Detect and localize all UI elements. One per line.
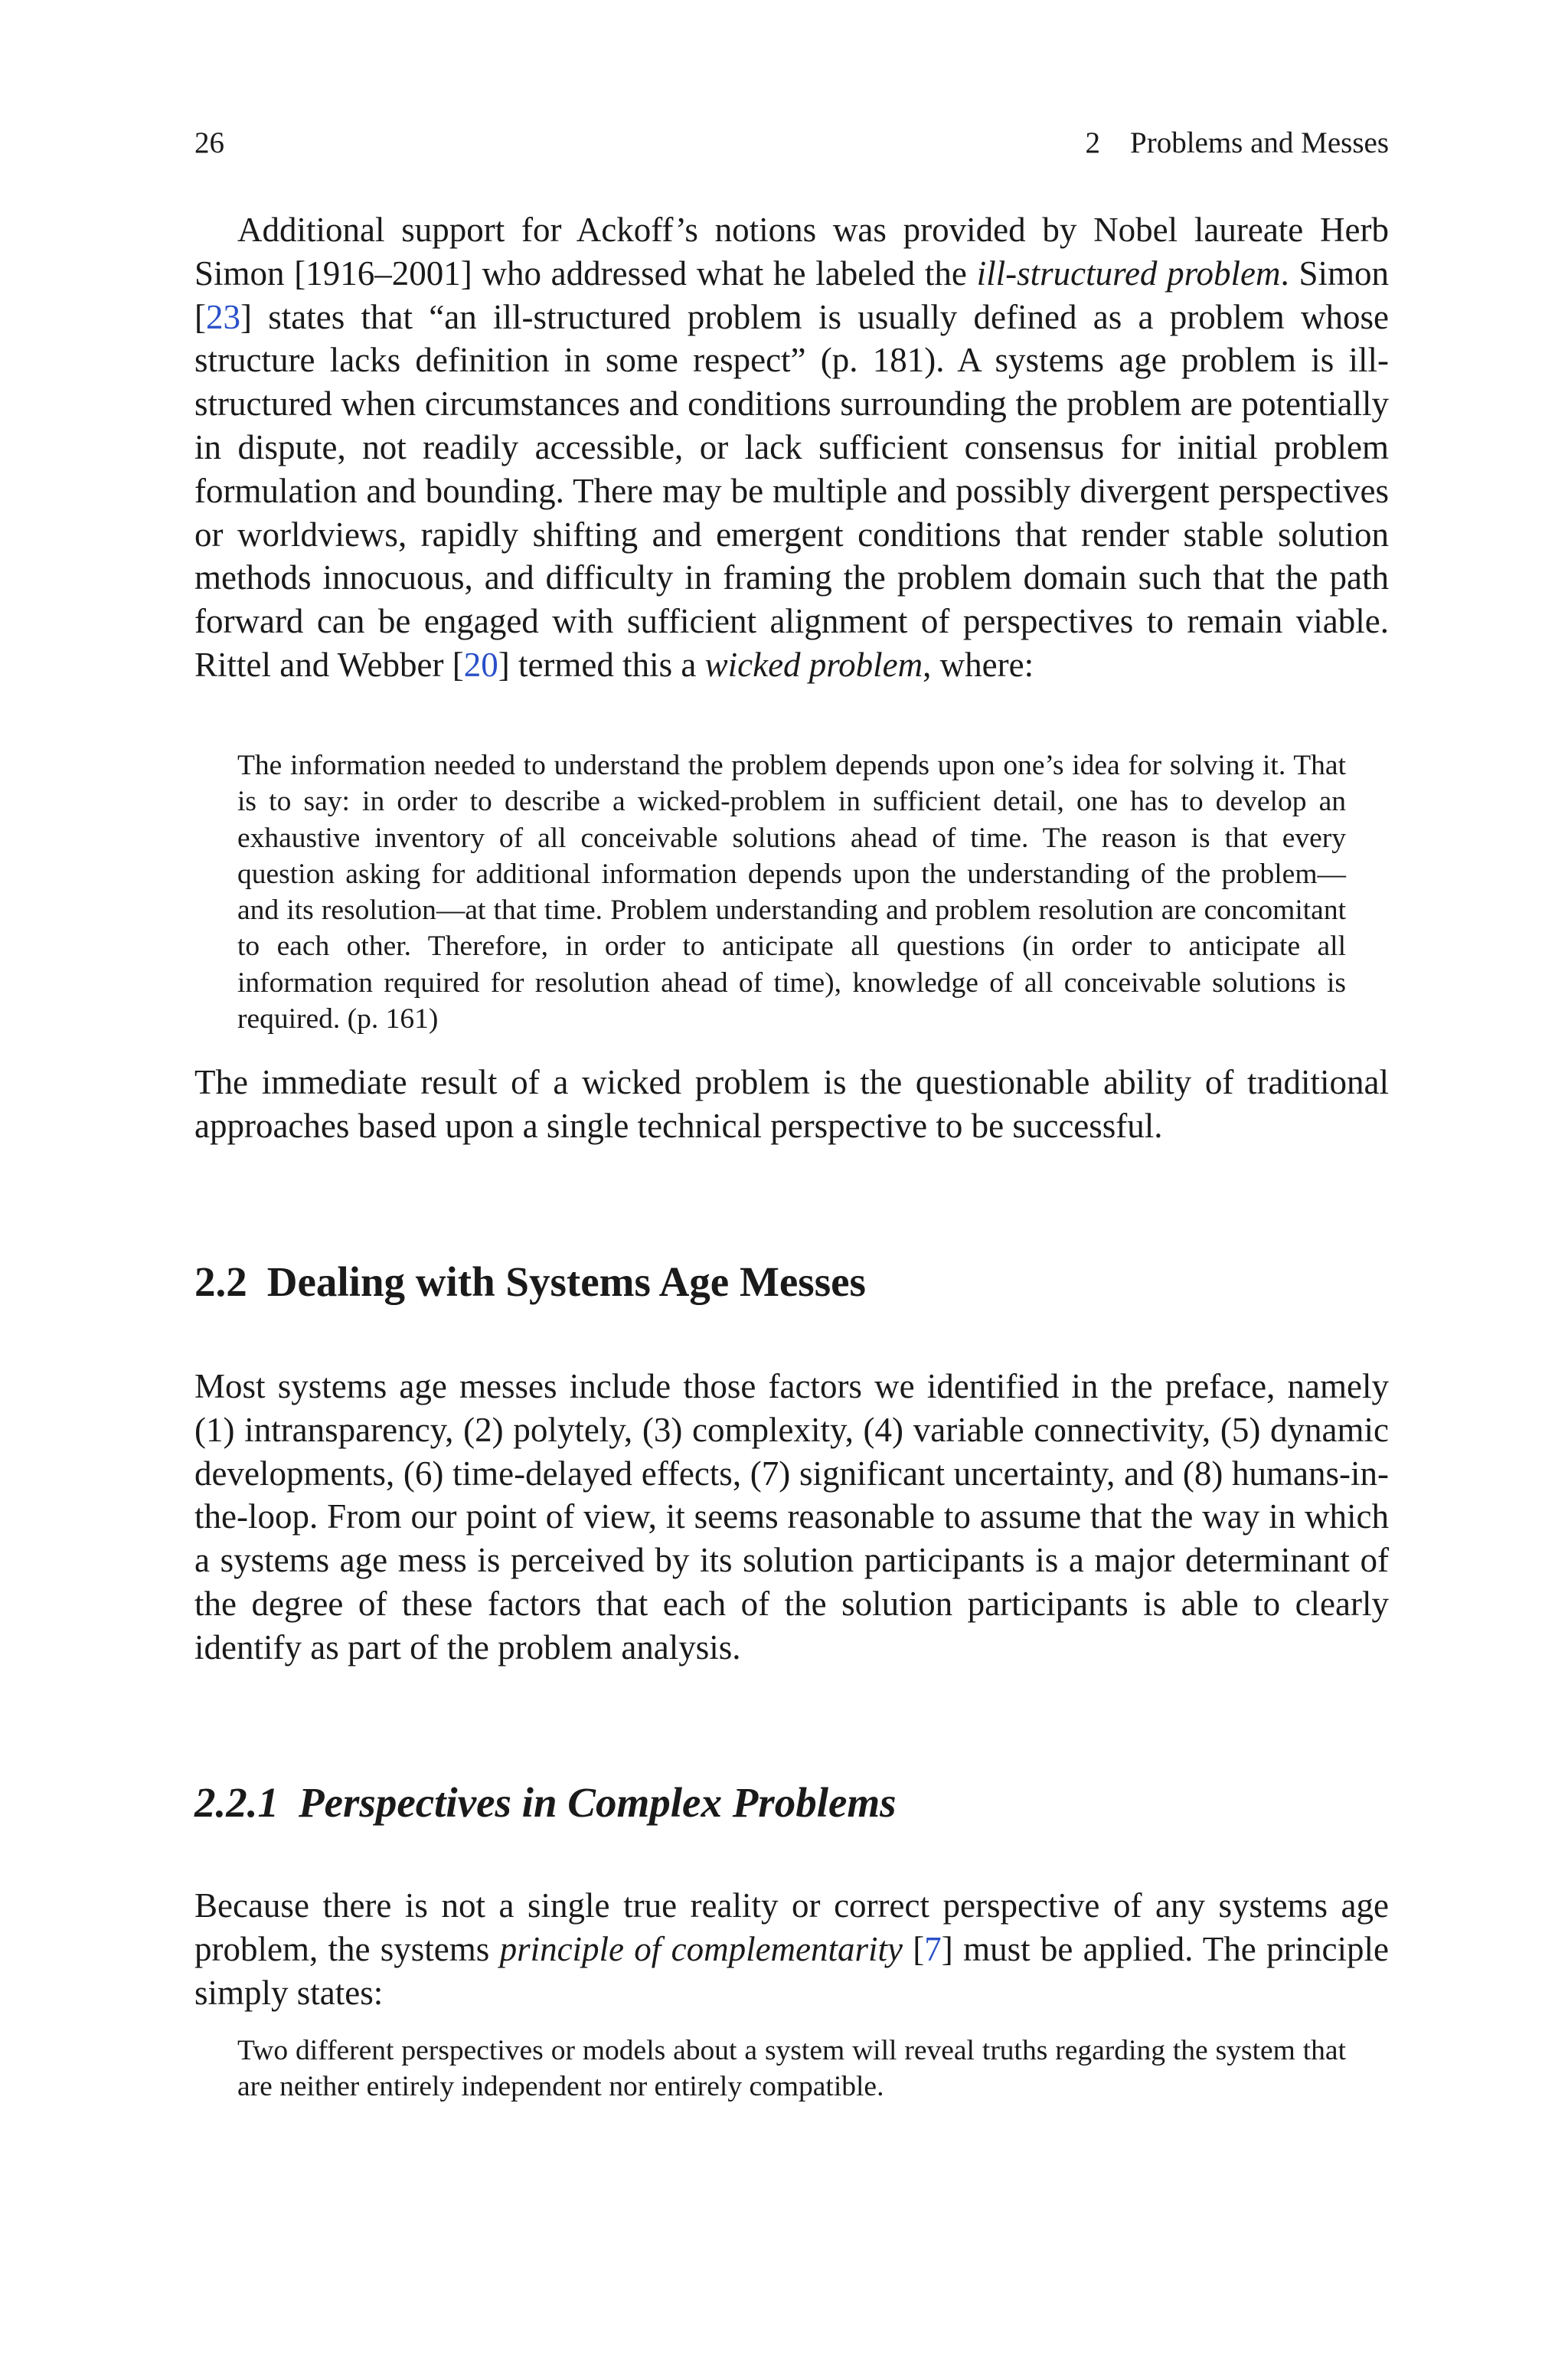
text-run: Additional support for Ackoff’s notions was provided by Nobel laureate Herb Simon [1916–2001] who addressed what he labeled the bbox=[194, 211, 1389, 293]
paragraph-complementarity bbox=[194, 1884, 1389, 2014]
text-run: . Simon [ bbox=[194, 254, 1389, 336]
section-number: 2.2 bbox=[194, 1258, 247, 1305]
section-title: Dealing with Systems Age Messes bbox=[266, 1258, 866, 1305]
block-quote-complementarity bbox=[237, 2033, 1346, 2105]
text-run: , where: bbox=[923, 645, 1034, 684]
text-run: ] must be applied. The principle simply states: bbox=[194, 1929, 1389, 2012]
paragraph-text: Most systems age messes include those factors we identified in the preface, namely (1) intransparency, (2) polytely, (3) complexity, (4) variable connectivity, (5) dynamic developments, (6) time-delayed effects, (7) significant uncertainty, and (8) humans-in-the-loop. From our point of view, it seems reasonable to assume that the way in which a systems age mess is perceived by its solution participants is a major determinant of the degree of these factors that each of the solution participants is able to clearly identify as part of the problem analysis. bbox=[194, 1367, 1389, 1667]
subsection-heading bbox=[194, 1778, 1389, 1827]
paragraph-text: The immediate result of a wicked problem is the questionable ability of traditional approaches based upon a single technical perspective to be successful. bbox=[194, 1063, 1389, 1145]
paragraph-ill-structured-problem bbox=[194, 208, 1389, 687]
paragraph-text bbox=[194, 1884, 1389, 2014]
text-run: ] termed this a bbox=[498, 645, 705, 684]
text-run: [ bbox=[903, 1929, 925, 1968]
quote-text: Two different perspectives or models about a system will reveal truths regarding the system that are neither entirely independent nor entirely compatible. bbox=[237, 2035, 1346, 2103]
term-wicked-problem: wicked problem bbox=[704, 645, 923, 684]
term-ill-structured-problem: ill-structured problem bbox=[976, 254, 1281, 293]
text-run: ] states that “an ill-structured problem is usually defined as a problem whose structure lacks definition in some respect” (p. 181). A systems age problem is ill-structured when circumstances and conditions surrounding the problem are potentially in dispute, not readily accessible, or lack sufficient consensus for initial problem formulation and bounding. There may be multiple and possibly divergent perspectives or worldviews, rapidly shifting and emergent conditions that render stable solution methods innocuous, and difficulty in framing the problem domain such that the path forward can be engaged with sufficient alignment of perspectives to remain viable. Rittel and Webber [ bbox=[194, 297, 1389, 684]
citation-link-23[interactable]: 23 bbox=[206, 297, 240, 336]
paragraph-text bbox=[194, 208, 1389, 687]
quote-text: The information needed to understand the problem depends upon one’s idea for solving it. That is to say: in order to describe a wicked-problem in sufficient detail, one has to develop an exhaustive inventory of all conceivable solutions ahead of time. The reason is that every question asking for additional information depends upon the understanding of the problem—and its resolution—at that time. Problem understanding and problem resolution are concomitant to each other. Therefore, in order to anticipate all questions (in order to anticipate all information required for resolution ahead of time), knowledge of all conceivable solutions is required. (p. 161) bbox=[237, 750, 1346, 1035]
paragraph-wicked-result bbox=[194, 1061, 1389, 1148]
block-quote-wicked-problem bbox=[237, 747, 1346, 1037]
section-heading bbox=[194, 1258, 1389, 1307]
term-principle-of-complementarity: principle of complementarity bbox=[499, 1929, 903, 1968]
text-run: Because there is not a single true reality or correct perspective of any systems age problem, the systems bbox=[194, 1886, 1389, 1968]
citation-link-20[interactable]: 20 bbox=[463, 645, 498, 684]
subsection-number: 2.2.1 bbox=[194, 1779, 279, 1826]
chapter-running-title: 2 Problems and Messes bbox=[1085, 126, 1389, 159]
running-head bbox=[194, 124, 1389, 162]
citation-link-7[interactable]: 7 bbox=[924, 1929, 942, 1968]
page-number: 26 bbox=[194, 126, 224, 159]
paragraph-systems-age-messes bbox=[194, 1365, 1389, 1670]
subsection-title: Perspectives in Complex Problems bbox=[299, 1779, 897, 1826]
